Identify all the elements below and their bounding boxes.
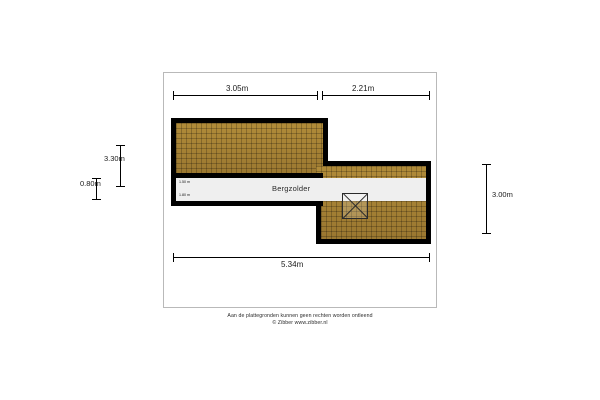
floorplan-drawing <box>164 73 438 309</box>
dimension-line-top-left <box>173 95 318 96</box>
room-label-bergzolder: Bergzolder <box>272 184 311 193</box>
floorplan-frame <box>163 72 437 308</box>
dimension-line-left-upper <box>120 145 121 187</box>
stair-opening-cross-icon <box>342 193 368 219</box>
dimension-label-bottom: 5.34m <box>281 260 304 269</box>
dimension-label-top-right: 2.21m <box>352 84 375 93</box>
dimension-line-bottom <box>173 257 430 258</box>
dimension-label-top-left: 3.05m <box>226 84 249 93</box>
roof-area-right <box>316 166 426 239</box>
wall-right-upper <box>323 118 328 163</box>
dimension-line-top-right <box>322 95 430 96</box>
wall-band-left <box>171 178 176 201</box>
roof-area-left <box>176 123 323 178</box>
dimension-label-right: 3.00m <box>492 190 513 199</box>
inner-dim-lower: 1.80 m <box>179 193 190 197</box>
wall-band-bottom <box>171 201 323 206</box>
dimension-label-left-upper: 3.30m <box>104 154 125 163</box>
wall-right-lower <box>426 161 431 244</box>
footer-credit: © Zibber www.zibber.nl <box>272 320 328 326</box>
footer-disclaimer: Aan de plattegronden kunnen geen rechten worden ontleend <box>227 313 373 319</box>
dimension-line-right <box>486 164 487 234</box>
inner-dim-upper: 1.50 m <box>179 180 190 184</box>
wall-band-bottom-right <box>316 201 321 239</box>
footer <box>163 313 437 326</box>
wall-bottom-lower-right <box>316 239 431 244</box>
dimension-label-left-lower: 0.80m <box>80 179 101 188</box>
